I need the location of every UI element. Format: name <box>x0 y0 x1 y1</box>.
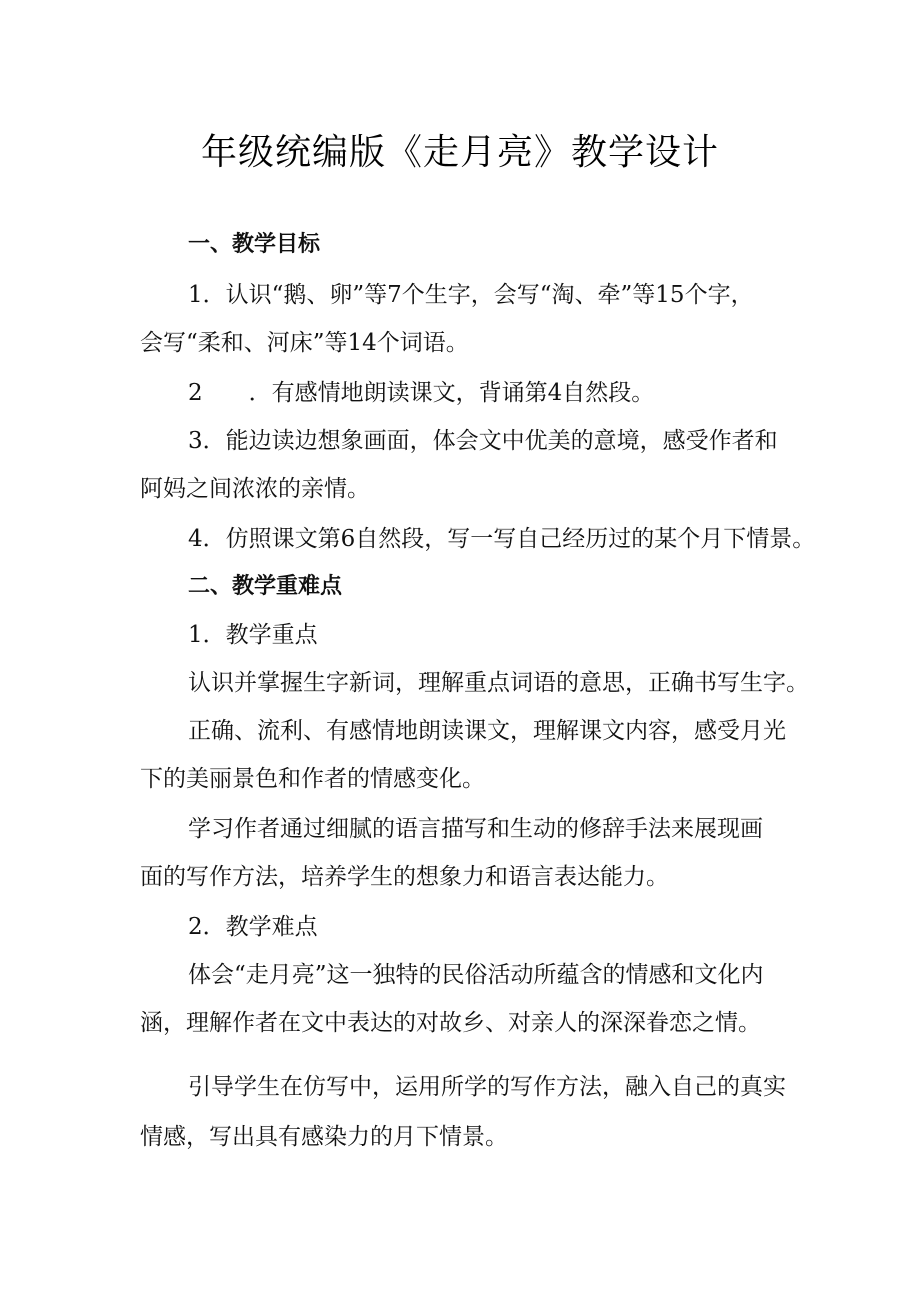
goal-3-line-1: 3．能边读边想象画面，体会文中优美的意境，感受作者和 <box>188 428 778 454</box>
key-point-3-line-1: 学习作者通过细腻的语言描写和生动的修辞手法来展现画 <box>188 816 763 842</box>
key-point-2-line-1: 正确、流利、有感情地朗读课文，理解课文内容，感受月光 <box>188 718 786 744</box>
subheading-difficult-points: 2．教学难点 <box>188 914 318 940</box>
difficult-point-1-line-2: 涵，理解作者在文中表达的对故乡、对亲人的深深眷恋之情。 <box>140 1010 761 1036</box>
key-point-1: 认识并掌握生字新词，理解重点词语的意思，正确书写生字。 <box>188 670 809 696</box>
section-heading-teaching-goals: 一、教学目标 <box>188 232 321 257</box>
goal-1-line-1: 1．认识“鹅、卵”等7个生字，会写“淘、牵”等15个字， <box>188 282 754 308</box>
difficult-point-1-line-1: 体会“走月亮”这一独特的民俗活动所蕴含的情感和文化内 <box>188 962 764 988</box>
difficult-point-2-line-1: 引导学生在仿写中，运用所学的写作方法，融入自己的真实 <box>188 1074 786 1100</box>
goal-2: 2 ．有感情地朗读课文，背诵第4自然段。 <box>188 380 655 406</box>
goal-3-line-2: 阿妈之间浓浓的亲情。 <box>140 476 370 502</box>
subheading-key-points: 1．教学重点 <box>188 622 318 648</box>
key-point-2-line-2: 下的美丽景色和作者的情感变化。 <box>140 766 485 792</box>
goal-4: 4．仿照课文第6自然段，写一写自己经历过的某个月下情景。 <box>188 526 816 552</box>
section-heading-key-difficult-points: 二、教学重难点 <box>188 574 343 599</box>
document-title: 年级统编版《走月亮》教学设计 <box>200 132 719 173</box>
goal-1-line-2: 会写“柔和、河床”等14个词语。 <box>140 330 469 356</box>
difficult-point-2-line-2: 情感，写出具有感染力的月下情景。 <box>140 1124 508 1150</box>
key-point-3-line-2: 面的写作方法，培养学生的想象力和语言表达能力。 <box>140 864 669 890</box>
